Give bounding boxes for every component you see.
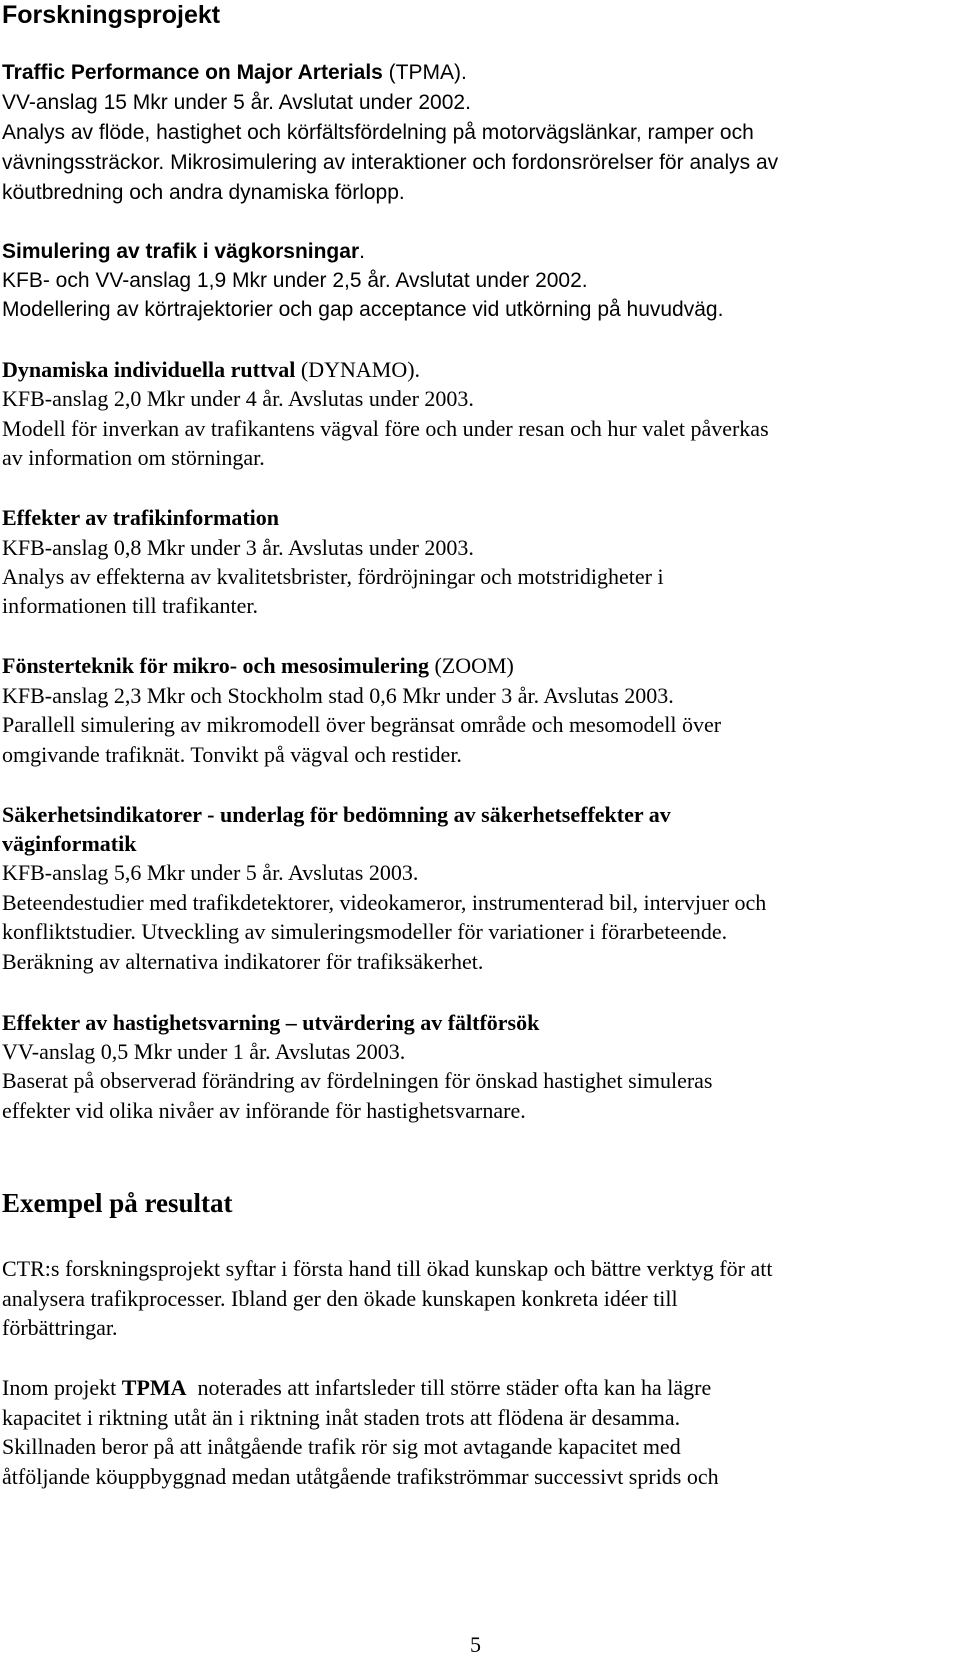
project-line: effekter vid olika nivåer av införande för hastighetsvarnare. [2,1098,526,1123]
project-title: Effekter av hastighetsvarning – utvärdering av fältförsök [2,1010,540,1035]
project-line: Modellering av körtrajektorier och gap acceptance vid utkörning på huvudväg. [2,298,724,321]
project-title: Simulering av trafik i vägkorsningar [2,240,360,263]
project-title-suffix: (DYNAMO). [295,357,421,382]
project-line: konfliktstudier. Utveckling av simuleringsmodeller för variationer i förarbeteende. [2,919,728,944]
project-line: VV-anslag 0,5 Mkr under 1 år. Avslutas 2003. [2,1039,406,1064]
project-title-line [2,355,420,385]
project-title: Dynamiska individuella ruttval [2,357,296,382]
paragraph-line: Skillnaden beror på att inåtgående trafik rör sig mot avtagande kapacitet med [2,1434,681,1459]
project-line: Analys av effekterna av kvalitetsbrister, fördröjningar och motstridigheter i [2,564,664,589]
project-title-suffix: . [359,240,365,263]
paragraph-line: åtföljande köuppbyggnad medan utåtgående trafikströmmar successivt sprids och [2,1464,719,1489]
paragraph-line [2,1373,711,1403]
project-title: Säkerhetsindikatorer - underlag för bedömning av säkerhetseffekter av [2,802,671,827]
project-title-suffix: (TPMA). [382,61,467,84]
paragraph-prefix: Inom projekt [2,1375,122,1400]
paragraph-line: kapacitet i riktning utåt än i riktning inåt staden trots att flödena är desamma. [2,1405,681,1430]
project-line: KFB-anslag 2,3 Mkr och Stockholm stad 0,6 Mkr under 3 år. Avslutas 2003. [2,683,674,708]
project-title-line-2 [2,829,136,859]
project-title-2: väginformatik [2,831,137,856]
project-title: Traffic Performance on Major Arterials [2,61,383,84]
project-line: KFB-anslag 5,6 Mkr under 5 år. Avslutas 2003. [2,860,419,885]
paragraph-line: analysera trafikprocesser. Ibland ger den ökade kunskapen konkreta idéer till [2,1286,678,1311]
project-line: KFB-anslag 0,8 Mkr under 3 år. Avslutas under 2003. [2,535,474,560]
project-line: KFB-anslag 2,0 Mkr under 4 år. Avslutas under 2003. [2,386,474,411]
project-line: vävningssträckor. Mikrosimulering av interaktioner och fordonsrörelser för analys av [2,151,779,174]
project-title-line [2,58,467,88]
project-title-line [2,651,514,681]
results-heading: Exempel på resultat [2,1188,233,1218]
project-line: KFB- och VV-anslag 1,9 Mkr under 2,5 år. Avslutat under 2002. [2,269,588,292]
project-line: Analys av flöde, hastighet och körfältsfördelning på motorvägslänkar, ramper och [2,121,754,144]
project-line: Modell för inverkan av trafikantens vägval före och under resan och hur valet påverkas [2,416,769,441]
paragraph-suffix: noterades att infartsleder till större städer ofta kan ha lägre [186,1375,712,1400]
project-title-line [2,800,671,830]
project-line: Beteendestudier med trafikdetektorer, videokameror, instrumenterad bil, intervjuer och [2,890,767,915]
project-title-line [2,1008,539,1038]
project-title-suffix: (ZOOM) [428,653,514,678]
project-title: Fönsterteknik för mikro- och mesosimulering [2,653,429,678]
project-line: köutbredning och andra dynamiska förlopp. [2,181,405,204]
project-line: Baserat på observerad förändring av fördelningen för önskad hastighet simuleras [2,1068,713,1093]
paragraph-line: CTR:s forskningsprojekt syftar i första hand till ökad kunskap och bättre verktyg för att [2,1256,773,1281]
paragraph-bold-term: TPMA [121,1375,187,1400]
project-line: omgivande trafiknät. Tonvikt på vägval och restider. [2,742,462,767]
project-line: av information om störningar. [2,445,265,470]
project-title-line [2,237,365,267]
page-heading: Forskningsprojekt [2,1,221,29]
project-line: Parallell simulering av mikromodell över begränsat område och mesomodell över [2,712,722,737]
project-title: Effekter av trafikinformation [2,505,279,530]
project-line: VV-anslag 15 Mkr under 5 år. Avslutat under 2002. [2,91,471,114]
page-number: 5 [470,1632,481,1657]
project-title-line [2,503,279,533]
paragraph-line: förbättringar. [2,1315,118,1340]
project-line: informationen till trafikanter. [2,593,258,618]
project-line: Beräkning av alternativa indikatorer för trafiksäkerhet. [2,949,484,974]
